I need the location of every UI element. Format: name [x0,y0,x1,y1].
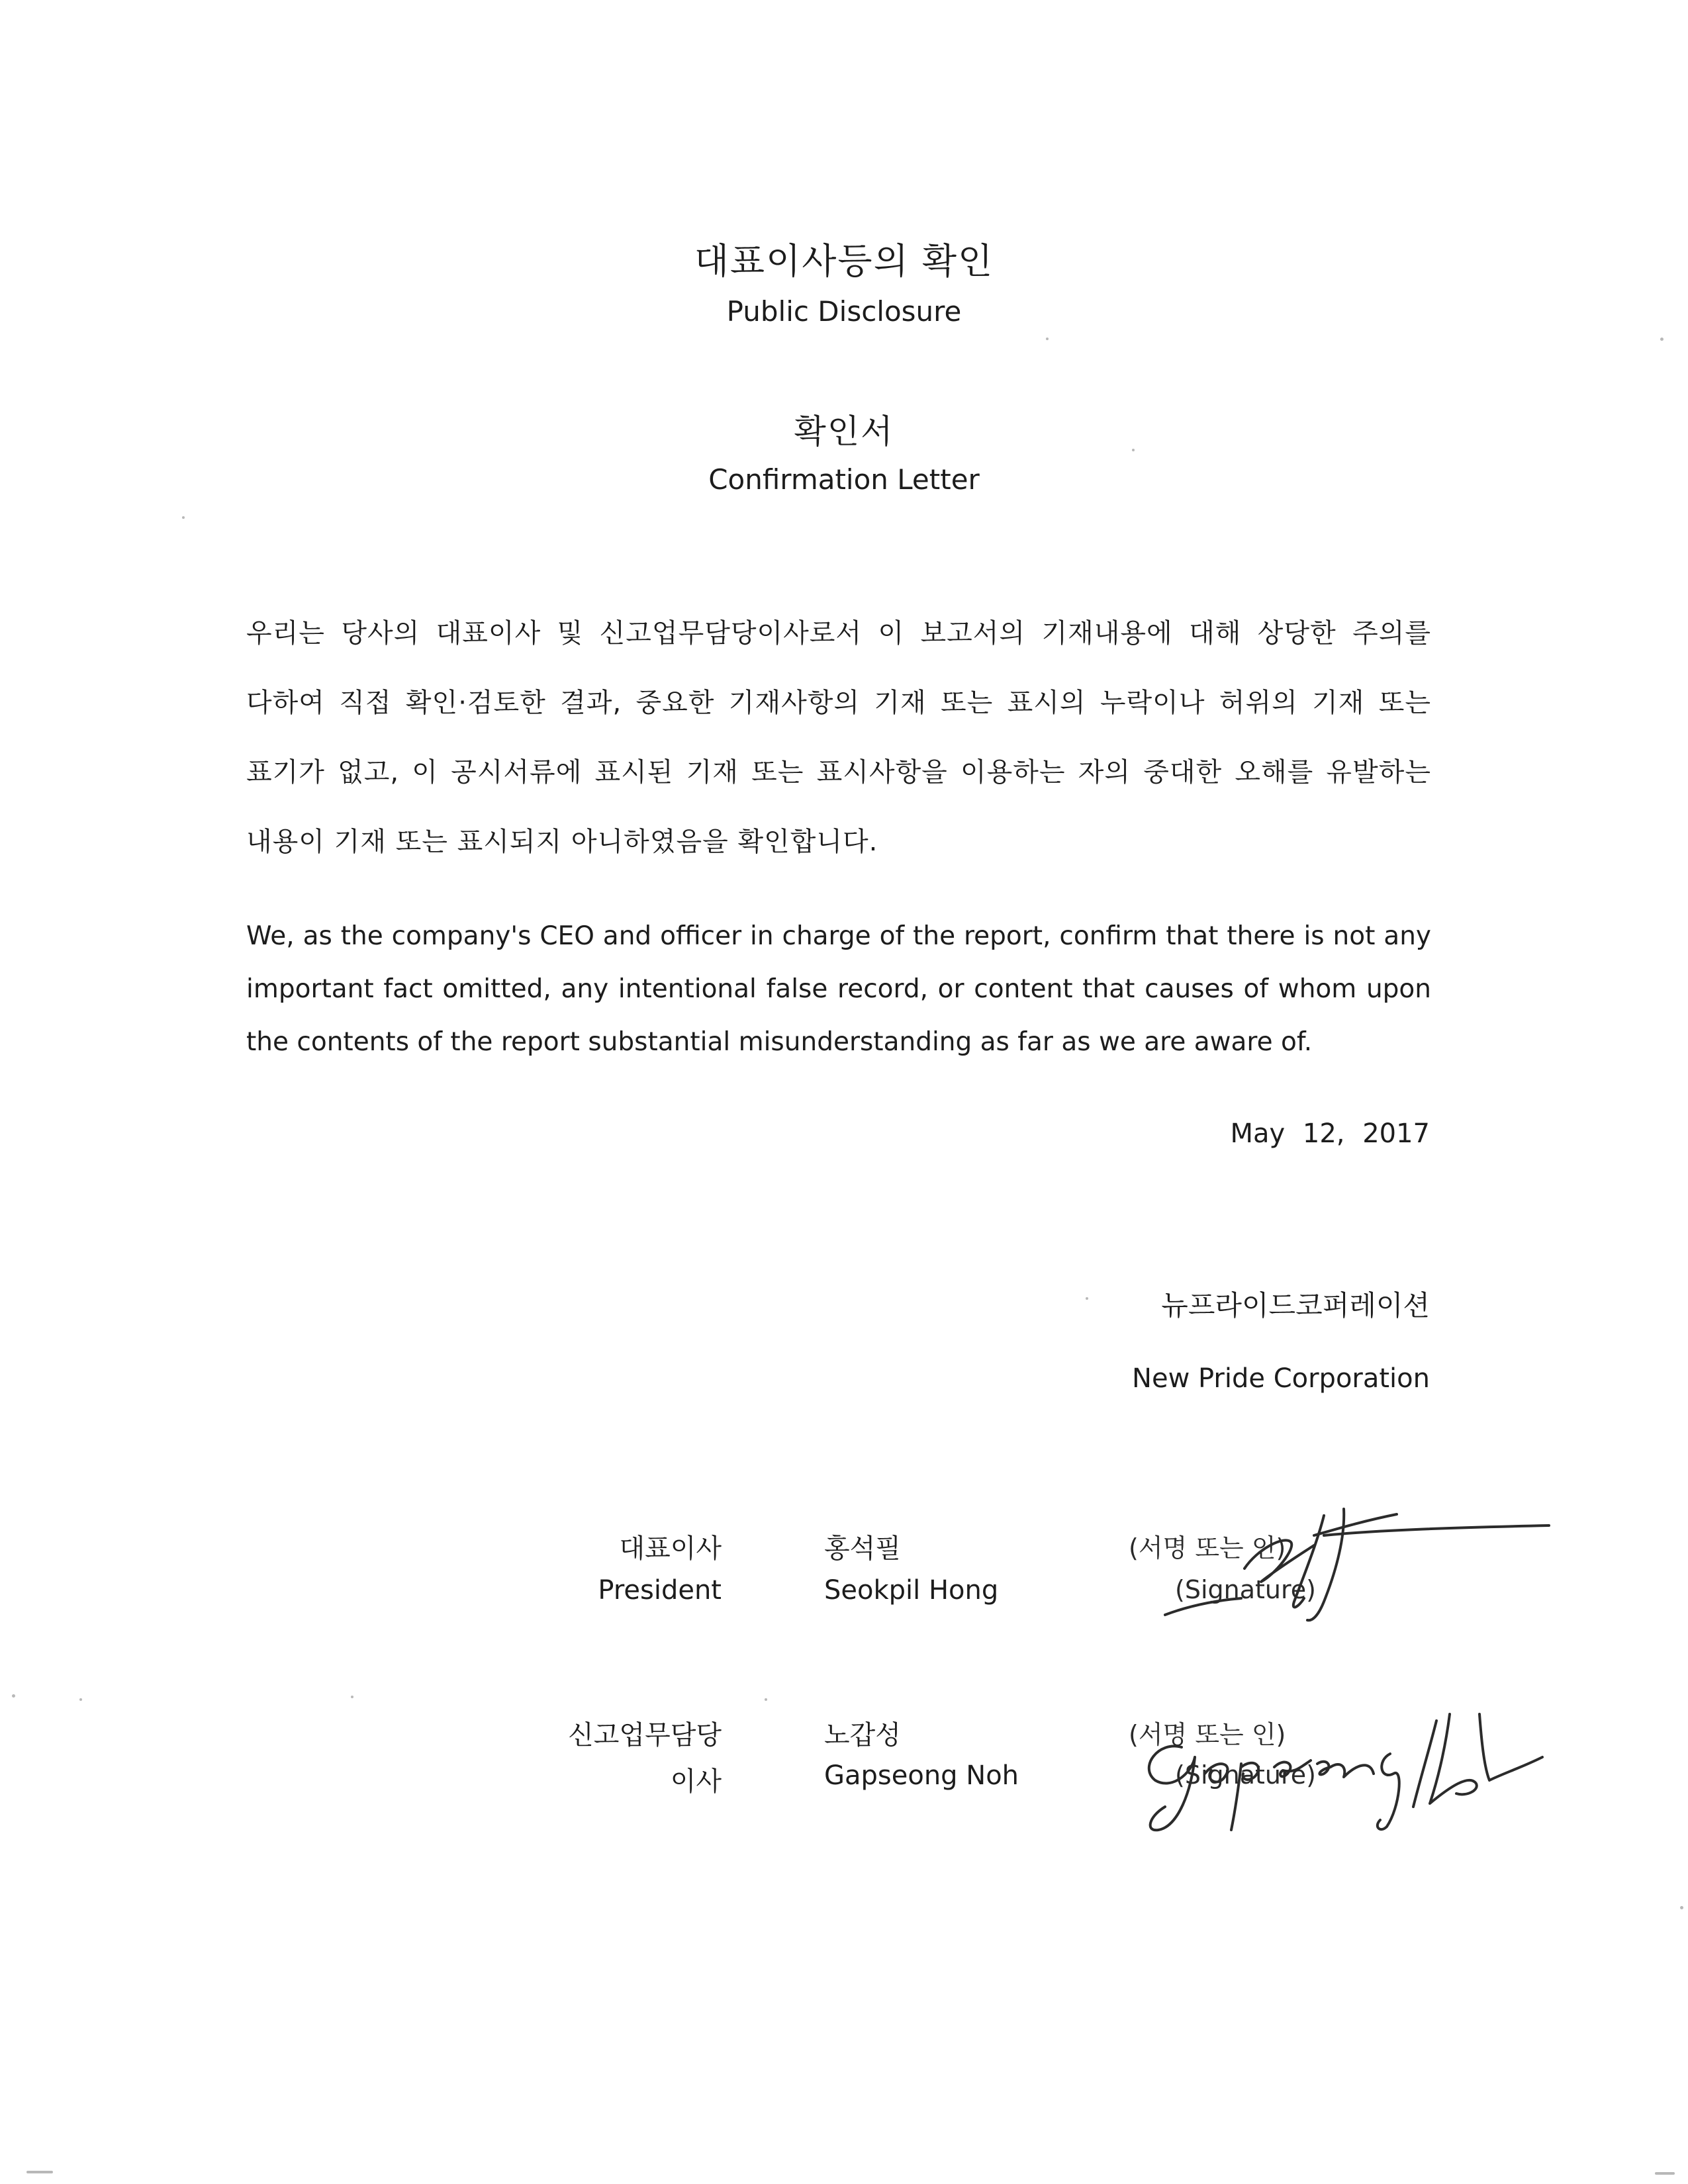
signatory-2-signature-label-english: (Signature) [1175,1760,1316,1790]
document-subtitle-korean: 확인서 [794,412,894,451]
document-title-english: Public Disclosure [726,295,962,328]
signatory-1-name-english: Seokpil Hong [824,1575,999,1606]
confirmation-text-korean: 우리는 당사의 대표이사 및 신고업무담당이사로서 이 보고서의 기재내용에 대해 상당한 주의를 다하여 직접 확인·검토한 결과, 중요한 기재사항의 기재 또는 표시의 누락이나 허위의 기재 또는 표기가 없고, 이 공시서류에 표시된 기재 또는 표시사항을 이용하는 자의 중대한 오해를 유발하는 내용이 기재 또는 표시되지 아니하였음을 확인합니다. [246,618,1431,857]
signatory-2-role-english: 이사 [670,1766,722,1797]
signatory-1-name-korean: 홍석필 [824,1533,901,1564]
scan-speck [182,516,185,519]
scan-speck [1086,1297,1088,1300]
scan-speck [12,1694,15,1698]
document-date: May 12, 2017 [1230,1118,1430,1149]
scan-speck [1680,1906,1683,1909]
signatory-2-handwritten-signature [1119,1674,1556,1846]
document-subtitle-english: Confirmation Letter [708,463,980,496]
signatory-2-signature-label-korean: (서명 또는 인) [1129,1720,1286,1749]
scan-speck [1660,338,1664,341]
scan-speck [351,1696,353,1698]
confirmation-text-english: We, as the company's CEO and officer in charge of the report, confirm that there is not any important fact omitted, any intentional false record, or content that causes of whom upon the contents of the report substantial misunderstanding as far as we are aware of. [246,921,1431,1057]
company-name-english: New Pride Corporation [1132,1363,1430,1394]
signatory-1-handwritten-signature [1125,1489,1575,1641]
signatory-2-role-korean: 신고업무담당 [568,1720,722,1751]
signatory-2-name-korean: 노갑성 [824,1720,901,1751]
scan-speck [26,2171,53,2173]
company-name-korean: 뉴프라이드코퍼레이션 [1161,1289,1430,1322]
scan-speck [1655,2172,1675,2175]
signatory-1-signature-label-korean: (서명 또는 인) [1129,1533,1286,1563]
document-title-korean: 대표이사등의 확인 [694,240,994,282]
signatory-1-role-korean: 대표이사 [619,1533,722,1564]
signatory-1-signature-label-english: (Signature) [1175,1575,1316,1604]
scan-speck [79,1698,82,1701]
scan-speck [1046,338,1049,340]
signatory-2-name-english: Gapseong Noh [824,1760,1019,1791]
signatory-1-role-english: President [598,1575,722,1606]
scan-speck [1132,449,1135,451]
scan-speck [765,1698,767,1701]
